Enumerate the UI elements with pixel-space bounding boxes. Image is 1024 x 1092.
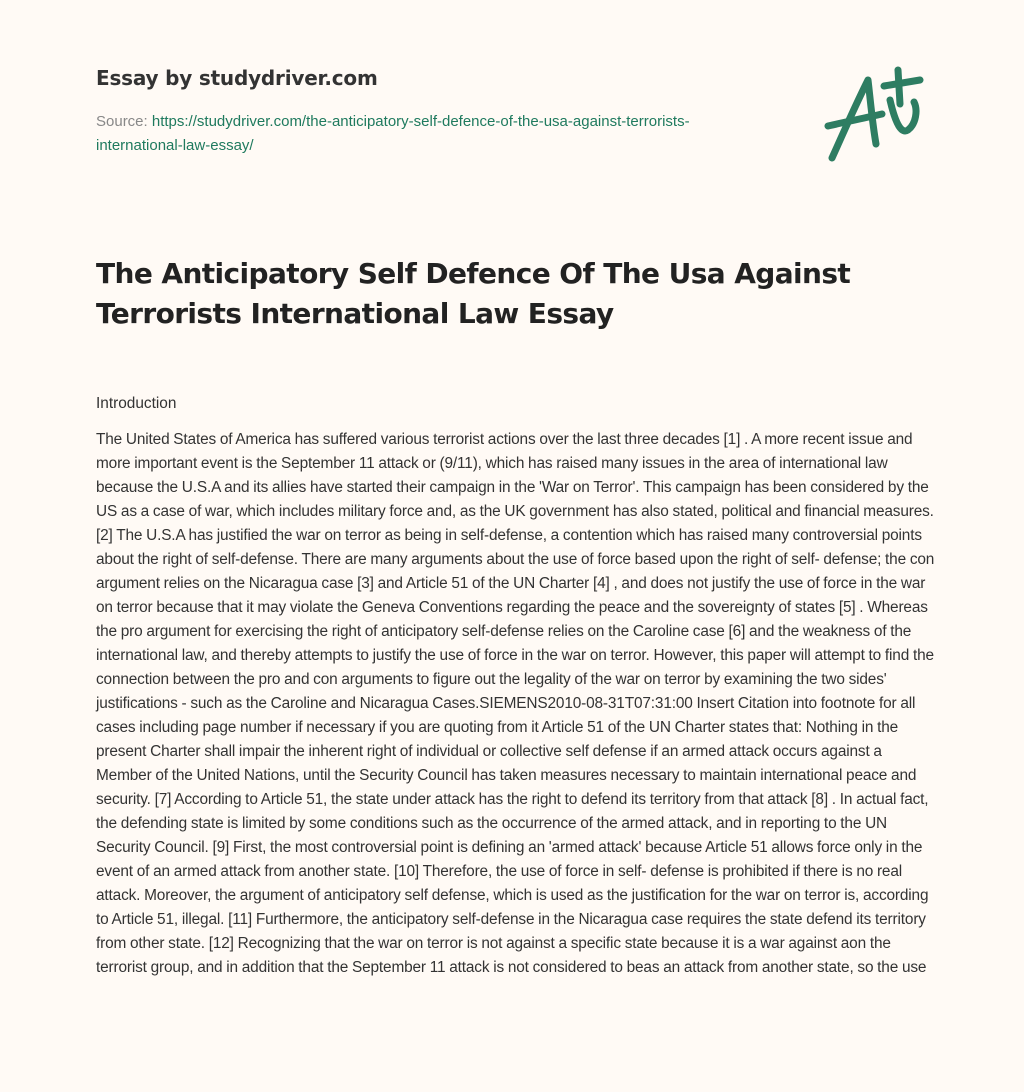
a-plus-grade-icon — [820, 66, 930, 166]
source-label: Source: — [96, 113, 152, 130]
article-body — [96, 392, 936, 980]
source-link[interactable]: https://studydriver.com/the-anticipatory-self-defence-of-the-usa-against-terrorists-international-law-essay/ — [96, 113, 690, 154]
page-header — [96, 62, 776, 158]
site-brand: Essay by studydriver.com — [96, 66, 378, 90]
article-title: The Anticipatory Self Defence Of The Usa Against Terrorists International Law Essay — [96, 257, 851, 330]
source-line — [96, 110, 776, 158]
section-heading: Introduction — [96, 395, 177, 412]
article-paragraph: The United States of America has suffered various terrorist actions over the last three decades [1] . A more recent issue and more important event is the September 11 attack or (9/11), which has raised many issues in the area of international law because the U.S.A and its allies have started their campaign in the 'War on Terror'. This campaign has been considered by the US as a case of war, which includes military force and, as the UK government has also stated, political and financial measures. [2] The U.S.A has justified the war on terror as being in self-defense, a contention which has raised many controversial points about the right of self-defense. There are many arguments about the use of force based upon the right of self- defense; the con argument relies on the Nicaragua case [3] and Article 51 of the UN Charter [4] , and does not justify the use of force in the war on terror because that it may violate the Geneva Conventions regarding the peace and the sovereignty of states [5] . Whereas the pro argument for exercising the right of anticipatory self-defense relies on the Caroline case [6] and the weakness of the international law, and thereby attempts to justify the use of force in the war on terror. However, this paper will attempt to find the connection between the pro and con arguments to figure out the legality of the war on terror by examining the two sides' justifications - such as the Caroline and Nicaragua Cases.SIEMENS2010-08-31T07:31:00 Insert Citation into footnote for all cases including page number if necessary if you are quoting from it Article 51 of the UN Charter states that: Nothing in the present Charter shall impair the inherent right of individual or collective self defense if an armed attack occurs against a Member of the United Nations, until the Security Council has taken measures necessary to maintain international peace and security. [7] According to Article 51, the state under attack has the right to defend its territory from that attack [8] . In actual fact, the defending state is limited by some conditions such as the occurrence of the armed attack, and in reporting to the UN Security Council. [9] First, the most controversial point is defining an 'armed attack' because Article 51 allows force only in the event of an armed attack from another state. [10] Therefore, the use of force in self- defense is prohibited if there is no real attack. Moreover, the argument of anticipatory self defense, which is used as the justification for the war on terror is, according to Article 51, illegal. [11] Furthermore, the anticipatory self-defense in the Nicaragua case requires the state defend its territory from other state. [12] Recognizing that the war on terror is not against a specific state because it is a war against aon the terrorist group, and in addition that the September 11 attack is not considered to beas an attack from another state, so the use — [96, 431, 935, 976]
